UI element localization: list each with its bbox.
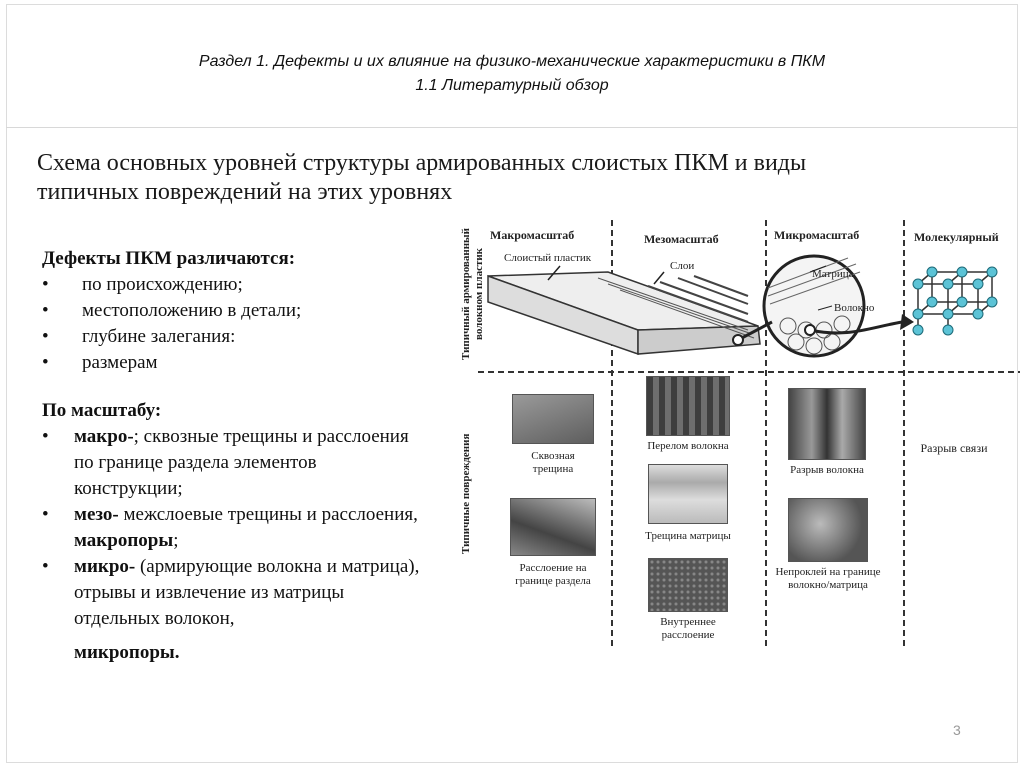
header-divider bbox=[6, 127, 1018, 128]
row-label-damage: Типичные повреждения bbox=[460, 433, 472, 554]
scale-micro-term: микро- bbox=[74, 556, 136, 577]
label-bond-rupture: Разрыв связи bbox=[920, 441, 988, 455]
photo-fiber-fracture bbox=[646, 376, 730, 436]
photo-matrix-crack bbox=[648, 464, 728, 524]
photo-through-crack bbox=[512, 394, 594, 444]
scale-item-micro bbox=[42, 554, 422, 666]
scale-meso-term-2: макропоры bbox=[74, 530, 174, 551]
header-line-2: 1.1 Литературный обзор bbox=[415, 77, 609, 94]
label-fiber-break: Разрыв волокна bbox=[790, 464, 864, 476]
header-line-1: Раздел 1. Дефекты и их влияние на физико-механические характеристики в ПКМ bbox=[198, 53, 826, 70]
defects-heading: Дефекты ПКМ различаются: bbox=[42, 248, 296, 269]
scale-item-meso bbox=[42, 502, 422, 554]
label-matrix-crack: Трещина матрицы bbox=[645, 530, 731, 542]
scale-macro-term: макро- bbox=[74, 426, 134, 447]
defects-text-block bbox=[42, 246, 422, 666]
column-header-micro: Микромасштаб bbox=[774, 228, 860, 242]
scale-macro-text: ; сквозные трещины и расслоения по границе раздела элементов конструкции; bbox=[74, 426, 409, 499]
slide-header bbox=[0, 50, 1024, 98]
label-fiber-matrix-debond: Непроклей на границе волокно/матрица bbox=[775, 566, 881, 591]
label-fiber-fracture: Перелом волокна bbox=[647, 440, 729, 452]
scale-meso-term: мезо- bbox=[74, 504, 119, 525]
row-label-laminate: Типичный армированный волокном пластик bbox=[460, 228, 485, 360]
laminate-slab bbox=[488, 272, 760, 354]
scale-section bbox=[42, 398, 422, 666]
scale-list bbox=[42, 424, 422, 666]
photo-fiber-matrix-debond bbox=[788, 498, 868, 562]
column-header-molecular: Молекулярный bbox=[914, 230, 999, 244]
scale-item-macro bbox=[42, 424, 422, 502]
defects-item: • глубине залегания: bbox=[42, 324, 422, 350]
label-internal-delamination: Внутреннее расслоение bbox=[660, 616, 716, 641]
scale-meso-text: межслоевые трещины и расслоения, bbox=[118, 504, 418, 525]
page-number: 3 bbox=[953, 722, 961, 738]
scale-heading: По масштабу: bbox=[42, 400, 162, 421]
callout-fiber: Волокно bbox=[834, 302, 875, 314]
photo-internal-delamination bbox=[648, 558, 728, 612]
structure-diagram bbox=[448, 218, 1022, 658]
scale-micro-text: (армирующие волокна и матрица), отрывы и извлечение из матрицы отдельных волокон, bbox=[74, 556, 420, 629]
callout-laminate: Слоистый пластик bbox=[504, 252, 592, 264]
column-header-meso: Мезомасштаб bbox=[644, 232, 719, 246]
column-header-macro: Макромасштаб bbox=[490, 228, 575, 242]
callout-layers: Слои bbox=[670, 260, 695, 272]
defects-item: • по происхождению; bbox=[42, 272, 422, 298]
callout-matrix: Матрица bbox=[812, 268, 854, 280]
photo-fiber-break bbox=[788, 388, 866, 460]
photo-interface-delamination bbox=[510, 498, 596, 556]
scale-micro-term-2: микропоры. bbox=[74, 642, 180, 663]
scale-meso-tail: ; bbox=[173, 530, 179, 551]
defects-list bbox=[42, 272, 422, 376]
defects-item: • размерам bbox=[42, 350, 422, 376]
label-interface-delamination: Расслоение на границе раздела bbox=[515, 562, 591, 587]
defects-item: • местоположению в детали; bbox=[42, 298, 422, 324]
slide-subtitle: Схема основных уровней структуры армированных слоистых ПКМ и виды типичных повреждений на этих уровнях bbox=[37, 150, 807, 205]
label-through-crack: Сквозная трещина bbox=[531, 450, 575, 475]
